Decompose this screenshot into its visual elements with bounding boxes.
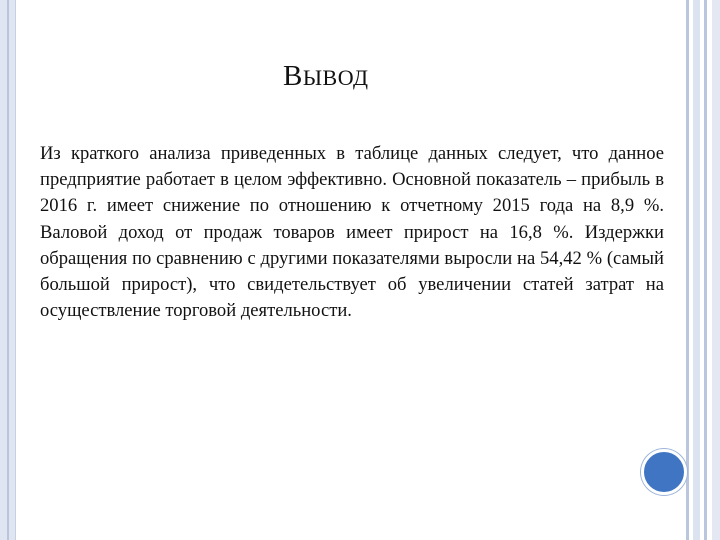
- slide-title-initial: В: [283, 60, 303, 92]
- slide-title: [283, 60, 423, 93]
- slide-title-rest: ЫВОД: [302, 65, 369, 90]
- left-frame-line: [7, 0, 9, 540]
- slide-body-paragraph: Из краткого анализа приведенных в таблице данных следует, что данное предприятие работает в целом эффективно. Основной показатель – прибыль в 2016 г. имеет снижение по отношению к отчетному 2015 года на 8,9 %. Валовой доход от продаж товаров имеет прирост на 16,8 %. Издержки обращения по сравнению с другими показателями выросли на 54,42 % (самый большой прирост), что свидетельствует об увеличении статей затрат на осуществление торговой деятельности.: [40, 143, 664, 322]
- right-frame-stripe: [704, 0, 707, 540]
- left-frame-border: [0, 0, 16, 540]
- blue-circle-icon: [641, 449, 687, 495]
- right-frame-stripe: [712, 0, 720, 540]
- right-frame-border: [686, 0, 720, 540]
- right-frame-stripe: [686, 0, 689, 540]
- right-frame-stripe: [693, 0, 700, 540]
